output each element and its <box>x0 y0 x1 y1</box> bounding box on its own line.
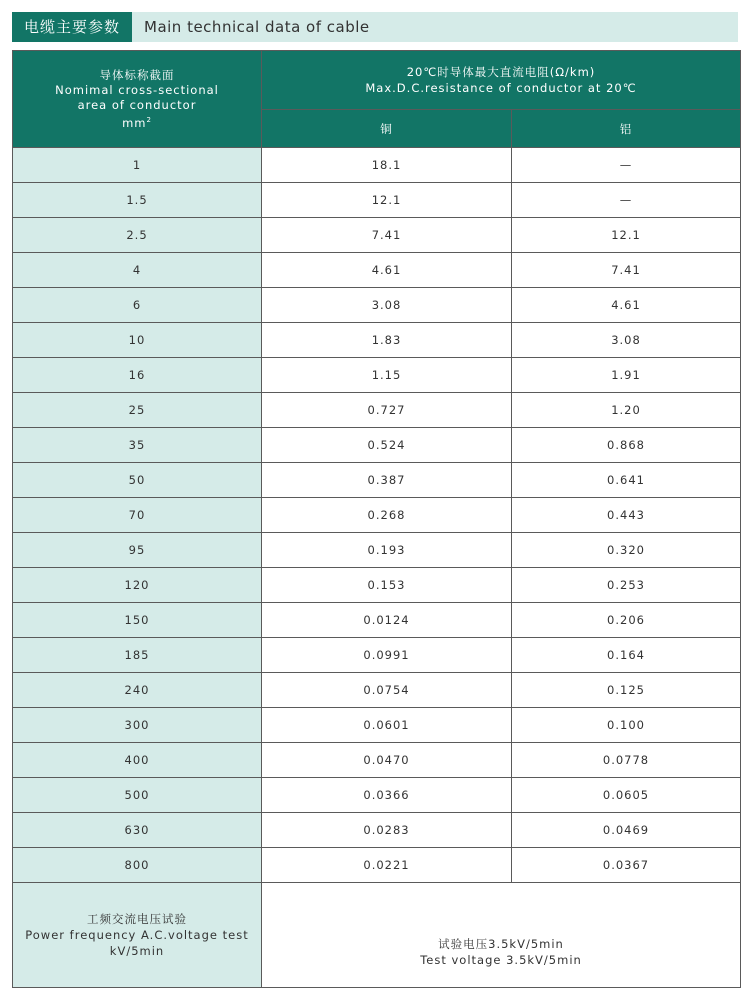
area-cell: 10 <box>13 323 262 358</box>
resistance-header-en: Max.D.C.resistance of conductor at 20℃ <box>365 81 637 95</box>
area-cell: 1.5 <box>13 183 262 218</box>
aluminum-resistance-cell: 0.206 <box>512 603 741 638</box>
area-cell: 120 <box>13 568 262 603</box>
area-cell: 95 <box>13 533 262 568</box>
table-row <box>13 498 741 533</box>
copper-resistance-cell: 1.15 <box>262 358 512 393</box>
area-cell: 630 <box>13 813 262 848</box>
aluminum-resistance-cell: — <box>512 183 741 218</box>
area-cell: 4 <box>13 253 262 288</box>
copper-resistance-cell: 1.83 <box>262 323 512 358</box>
table-row <box>13 743 741 778</box>
table-row <box>13 708 741 743</box>
table-row <box>13 428 741 463</box>
area-header-en2: area of conductor <box>77 97 197 112</box>
resistance-header <box>262 51 741 110</box>
copper-header: 铜 <box>262 110 512 148</box>
copper-resistance-cell: 7.41 <box>262 218 512 253</box>
copper-resistance-cell: 0.193 <box>262 533 512 568</box>
table-row <box>13 673 741 708</box>
aluminum-header: 铝 <box>512 110 741 148</box>
area-cell: 400 <box>13 743 262 778</box>
area-cell: 150 <box>13 603 262 638</box>
copper-resistance-cell: 0.0754 <box>262 673 512 708</box>
area-cell: 2.5 <box>13 218 262 253</box>
area-header-cn: 导体标称截面 <box>99 67 175 82</box>
table-row <box>13 148 741 183</box>
table-row <box>13 638 741 673</box>
aluminum-resistance-cell: 0.253 <box>512 568 741 603</box>
copper-resistance-cell: 0.0470 <box>262 743 512 778</box>
voltage-test-value <box>262 883 741 988</box>
aluminum-resistance-cell: 1.20 <box>512 393 741 428</box>
table-row <box>13 393 741 428</box>
table-row <box>13 463 741 498</box>
aluminum-resistance-cell: 3.08 <box>512 323 741 358</box>
area-header <box>13 51 262 148</box>
table-row <box>13 568 741 603</box>
aluminum-resistance-cell: 1.91 <box>512 358 741 393</box>
table-row <box>13 253 741 288</box>
voltage-test-row <box>13 883 741 988</box>
aluminum-resistance-cell: 0.0778 <box>512 743 741 778</box>
aluminum-resistance-cell: 7.41 <box>512 253 741 288</box>
voltage-test-label <box>13 883 262 988</box>
cable-data-table <box>12 50 741 988</box>
area-cell: 240 <box>13 673 262 708</box>
area-cell: 70 <box>13 498 262 533</box>
area-cell: 500 <box>13 778 262 813</box>
table-row <box>13 778 741 813</box>
copper-resistance-cell: 4.61 <box>262 253 512 288</box>
area-cell: 25 <box>13 393 262 428</box>
title-bar <box>12 12 738 42</box>
copper-resistance-cell: 3.08 <box>262 288 512 323</box>
table-row <box>13 218 741 253</box>
aluminum-resistance-cell: 0.164 <box>512 638 741 673</box>
copper-resistance-cell: 0.387 <box>262 463 512 498</box>
aluminum-resistance-cell: 0.0605 <box>512 778 741 813</box>
aluminum-resistance-cell: 0.100 <box>512 708 741 743</box>
voltage-test-value-cn: 试验电压3.5kV/5min <box>438 937 564 951</box>
voltage-test-value-en: Test voltage 3.5kV/5min <box>420 953 582 967</box>
copper-resistance-cell: 12.1 <box>262 183 512 218</box>
copper-resistance-cell: 0.0601 <box>262 708 512 743</box>
aluminum-resistance-cell: 0.0469 <box>512 813 741 848</box>
voltage-test-label-unit: kV/5min <box>109 944 165 958</box>
table-row <box>13 813 741 848</box>
aluminum-resistance-cell: 0.443 <box>512 498 741 533</box>
table-row <box>13 323 741 358</box>
area-cell: 16 <box>13 358 262 393</box>
copper-resistance-cell: 0.0221 <box>262 848 512 883</box>
voltage-test-label-cn: 工频交流电压试验 <box>87 912 187 926</box>
area-cell: 35 <box>13 428 262 463</box>
aluminum-resistance-cell: 0.125 <box>512 673 741 708</box>
table-row <box>13 358 741 393</box>
aluminum-resistance-cell: 12.1 <box>512 218 741 253</box>
title-chinese: 电缆主要参数 <box>12 12 132 42</box>
table-row <box>13 603 741 638</box>
copper-resistance-cell: 0.0283 <box>262 813 512 848</box>
aluminum-resistance-cell: 0.0367 <box>512 848 741 883</box>
aluminum-resistance-cell: 4.61 <box>512 288 741 323</box>
voltage-test-label-en: Power frequency A.C.voltage test <box>25 928 249 942</box>
resistance-header-cn: 20℃时导体最大直流电阻(Ω/km) <box>406 65 596 79</box>
table-row <box>13 183 741 218</box>
copper-resistance-cell: 0.0991 <box>262 638 512 673</box>
area-cell: 50 <box>13 463 262 498</box>
copper-resistance-cell: 0.268 <box>262 498 512 533</box>
aluminum-resistance-cell: 0.868 <box>512 428 741 463</box>
title-english: Main technical data of cable <box>144 18 370 36</box>
aluminum-resistance-cell: 0.320 <box>512 533 741 568</box>
aluminum-resistance-cell: 0.641 <box>512 463 741 498</box>
area-header-unit: $mm^2$ <box>122 115 152 130</box>
aluminum-resistance-cell: — <box>512 148 741 183</box>
table-row <box>13 533 741 568</box>
area-cell: 1 <box>13 148 262 183</box>
area-header-en1: Nomimal cross-sectional <box>55 82 219 97</box>
copper-resistance-cell: 0.0366 <box>262 778 512 813</box>
copper-resistance-cell: 0.0124 <box>262 603 512 638</box>
copper-resistance-cell: 18.1 <box>262 148 512 183</box>
area-cell: 6 <box>13 288 262 323</box>
copper-resistance-cell: 0.727 <box>262 393 512 428</box>
area-cell: 185 <box>13 638 262 673</box>
area-cell: 800 <box>13 848 262 883</box>
table-row <box>13 848 741 883</box>
copper-resistance-cell: 0.524 <box>262 428 512 463</box>
copper-resistance-cell: 0.153 <box>262 568 512 603</box>
area-cell: 300 <box>13 708 262 743</box>
table-row <box>13 288 741 323</box>
